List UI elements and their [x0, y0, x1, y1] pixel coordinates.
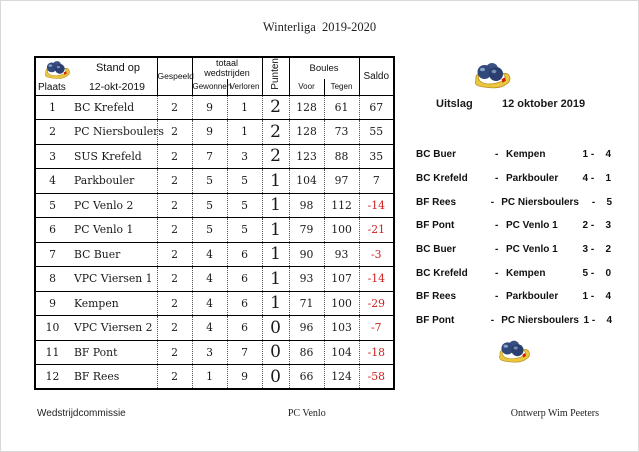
team-cell: BC Buer [74, 247, 121, 261]
gespeeld-cell: 2 [157, 120, 192, 145]
punten-cell: 0 [262, 340, 289, 365]
team-separator: - [490, 315, 495, 327]
gespeeld-cell: 2 [157, 291, 192, 316]
team-separator: - [495, 220, 499, 232]
col-header-verloren: Verloren [227, 79, 262, 96]
score-separator: - [591, 196, 596, 208]
saldo-cell: -58 [359, 365, 394, 390]
punten-cell: 0 [262, 365, 289, 390]
gewonnen-cell: 1 [192, 365, 227, 390]
team-cell: VPC Viersen 2 [74, 321, 153, 335]
away-score: 5 [606, 196, 612, 208]
team-separator: - [495, 149, 499, 161]
verloren-cell: 1 [227, 120, 262, 145]
voor-cell: 66 [289, 365, 324, 390]
list-item [416, 143, 612, 167]
punten-cell: 0 [262, 316, 289, 341]
saldo-cell: -14 [359, 267, 394, 292]
gewonnen-cell: 4 [192, 242, 227, 267]
col-header-gespeeld: Gespeeld [157, 57, 192, 95]
punten-cell: 1 [262, 267, 289, 292]
gespeeld-cell: 2 [157, 193, 192, 218]
voor-cell: 86 [289, 340, 324, 365]
tegen-cell: 100 [324, 291, 359, 316]
home-score: 1 [582, 291, 588, 303]
match-score [579, 315, 612, 326]
tegen-cell: 112 [324, 193, 359, 218]
saldo-cell: 55 [359, 120, 394, 145]
gewonnen-cell: 9 [192, 95, 227, 120]
tegen-cell: 97 [324, 169, 359, 194]
plaats-label: Plaats [38, 81, 66, 93]
away-team: PC Niersboulers [501, 196, 579, 208]
boules-icon [42, 59, 72, 80]
plaats-cell: 8 [49, 272, 56, 286]
results-list [416, 143, 612, 333]
away-team: Parkbouler [506, 291, 559, 303]
verloren-cell: 9 [227, 365, 262, 390]
table-row [35, 365, 394, 390]
gespeeld-cell: 2 [157, 340, 192, 365]
punten-cell: 2 [262, 95, 289, 120]
list-item [416, 190, 612, 214]
saldo-cell: 7 [359, 169, 394, 194]
uitslag-label: Uitslag [436, 98, 473, 110]
col-header-boules: Boules [289, 57, 359, 79]
punten-cell: 1 [262, 193, 289, 218]
tegen-cell: 124 [324, 365, 359, 390]
table-row [35, 316, 394, 341]
away-score: 4 [606, 315, 612, 327]
score-separator: - [590, 149, 595, 161]
results-date: 12 oktober 2019 [502, 98, 586, 110]
page-title: Winterliga 2019-2020 [262, 20, 377, 34]
team-cell: BF Rees [74, 370, 120, 384]
team-cell: Kempen [74, 296, 119, 310]
tegen-cell: 61 [324, 95, 359, 120]
footer-commissie: Wedstrijdcommissie [37, 408, 126, 419]
plaats-cell: 12 [45, 370, 60, 384]
away-score: 2 [605, 244, 611, 256]
home-team: BC Buer [416, 149, 457, 161]
list-item [416, 309, 612, 333]
punten-cell: 1 [262, 242, 289, 267]
gespeeld-cell: 2 [157, 218, 192, 243]
home-team: BF Rees [416, 196, 457, 208]
voor-cell: 104 [289, 169, 324, 194]
tegen-cell: 104 [324, 340, 359, 365]
match-score [578, 291, 612, 302]
team-cell: PC Niersboulers [74, 125, 164, 139]
match-score [578, 173, 612, 184]
home-score: 3 [582, 244, 588, 256]
away-team: Kempen [506, 267, 546, 279]
voor-cell: 79 [289, 218, 324, 243]
gespeeld-cell: 2 [157, 267, 192, 292]
away-score: 4 [605, 149, 611, 161]
table-row [35, 169, 394, 194]
footer-ontwerp: Ontwerp Wim Peeters [510, 408, 599, 419]
score-separator: - [590, 244, 595, 256]
list-item [416, 214, 612, 238]
saldo-cell: -21 [359, 218, 394, 243]
verloren-cell: 5 [227, 218, 262, 243]
table-row [35, 144, 394, 169]
plaats-cell: 10 [45, 321, 60, 335]
table-row [35, 120, 394, 145]
away-team: PC Venlo 1 [506, 244, 558, 256]
tegen-cell: 107 [324, 267, 359, 292]
away-score: 1 [605, 173, 611, 185]
away-team: PC Venlo 1 [506, 220, 558, 232]
col-header-totaal-wedstrijden: totaal wedstrijden [192, 57, 262, 79]
voor-cell: 93 [289, 267, 324, 292]
score-separator: - [590, 220, 595, 232]
team-cell: PC Venlo 1 [74, 223, 134, 237]
plaats-cell: 7 [49, 247, 56, 261]
home-score: 4 [582, 173, 588, 185]
voor-cell: 128 [289, 95, 324, 120]
home-score: 2 [582, 220, 588, 232]
tegen-cell: 93 [324, 242, 359, 267]
home-team: BF Pont [416, 220, 455, 232]
voor-cell: 123 [289, 144, 324, 169]
table-row [35, 267, 394, 292]
col-header-voor: Voor [289, 79, 324, 96]
plaats-cell: 1 [49, 100, 56, 114]
table-row [35, 218, 394, 243]
away-team: Parkbouler [506, 173, 559, 185]
col-header-tegen: Tegen [324, 79, 359, 96]
home-team: BF Rees [416, 291, 457, 303]
voor-cell: 96 [289, 316, 324, 341]
col-header-saldo: Saldo [359, 57, 394, 95]
team-cell: BF Pont [74, 345, 118, 359]
tegen-cell: 100 [324, 218, 359, 243]
match-score [578, 220, 612, 231]
match-score [579, 197, 612, 208]
plaats-cell: 4 [49, 174, 56, 188]
plaats-cell: 9 [49, 296, 56, 310]
table-row [35, 193, 394, 218]
saldo-cell: 35 [359, 144, 394, 169]
tegen-cell: 88 [324, 144, 359, 169]
punten-cell: 1 [262, 291, 289, 316]
list-item [416, 238, 612, 262]
verloren-cell: 5 [227, 169, 262, 194]
table-row [35, 340, 394, 365]
away-score: 4 [605, 291, 611, 303]
gewonnen-cell: 5 [192, 218, 227, 243]
list-item [416, 285, 612, 309]
col-header-gewonnen: Gewonnen [192, 79, 227, 96]
team-cell: SUS Krefeld [74, 149, 142, 163]
voor-cell: 90 [289, 242, 324, 267]
away-score: 0 [605, 267, 611, 279]
plaats-cell: 3 [49, 149, 56, 163]
gespeeld-cell: 2 [157, 365, 192, 390]
table-row [35, 95, 394, 120]
punten-cell: 1 [262, 218, 289, 243]
team-cell: VPC Viersen 1 [74, 272, 153, 286]
verloren-cell: 6 [227, 267, 262, 292]
voor-cell: 98 [289, 193, 324, 218]
team-separator: - [490, 196, 495, 208]
verloren-cell: 1 [227, 95, 262, 120]
team-separator: - [495, 267, 499, 279]
list-item [416, 167, 612, 191]
away-team: Kempen [506, 149, 546, 161]
team-cell: Parkbouler [74, 174, 135, 188]
saldo-cell: 67 [359, 95, 394, 120]
table-row [35, 242, 394, 267]
saldo-cell: -29 [359, 291, 394, 316]
gewonnen-cell: 5 [192, 193, 227, 218]
saldo-cell: -7 [359, 316, 394, 341]
team-cell: PC Venlo 2 [74, 198, 134, 212]
voor-cell: 71 [289, 291, 324, 316]
gewonnen-cell: 5 [192, 169, 227, 194]
standings-header-main [35, 57, 157, 95]
punten-cell: 1 [262, 169, 289, 194]
gewonnen-cell: 7 [192, 144, 227, 169]
match-score [578, 268, 612, 279]
gespeeld-cell: 2 [157, 169, 192, 194]
home-team: BC Krefeld [416, 267, 468, 279]
home-team: BC Krefeld [416, 173, 468, 185]
verloren-cell: 6 [227, 242, 262, 267]
saldo-cell: -3 [359, 242, 394, 267]
team-cell: BC Krefeld [74, 100, 135, 114]
tegen-cell: 73 [324, 120, 359, 145]
score-separator: - [590, 291, 595, 303]
plaats-cell: 11 [45, 345, 60, 359]
team-separator: - [495, 244, 499, 256]
punten-cell: 2 [262, 144, 289, 169]
match-score [578, 149, 612, 160]
results-header [436, 98, 636, 110]
away-score: 3 [605, 220, 611, 232]
boules-icon [495, 338, 533, 364]
verloren-cell: 6 [227, 316, 262, 341]
score-separator: - [591, 315, 596, 327]
plaats-cell: 5 [49, 198, 56, 212]
team-separator: - [495, 291, 499, 303]
footer-club: PC Venlo [287, 408, 326, 419]
home-score: 1 [583, 315, 589, 327]
gewonnen-cell: 4 [192, 291, 227, 316]
match-score [578, 244, 612, 255]
verloren-cell: 6 [227, 291, 262, 316]
gespeeld-cell: 2 [157, 316, 192, 341]
table-row [35, 291, 394, 316]
standings-date: 12-okt-2019 [88, 80, 146, 93]
list-item [416, 261, 612, 285]
home-team: BF Pont [416, 315, 455, 327]
voor-cell: 128 [289, 120, 324, 145]
away-team: PC Niersboulers [501, 315, 579, 327]
plaats-cell: 2 [49, 125, 56, 139]
home-team: BC Buer [416, 244, 457, 256]
boules-icon [471, 60, 513, 90]
saldo-cell: -18 [359, 340, 394, 365]
gespeeld-cell: 2 [157, 95, 192, 120]
gewonnen-cell: 4 [192, 316, 227, 341]
team-separator: - [495, 173, 499, 185]
standings-table [34, 56, 395, 390]
gespeeld-cell: 2 [157, 144, 192, 169]
plaats-cell: 6 [49, 223, 56, 237]
home-score: 5 [582, 267, 588, 279]
tegen-cell: 103 [324, 316, 359, 341]
gewonnen-cell: 9 [192, 120, 227, 145]
gespeeld-cell: 2 [157, 242, 192, 267]
col-header-punten: Punten [262, 57, 289, 95]
saldo-cell: -14 [359, 193, 394, 218]
standings-table-wrap [34, 56, 395, 390]
score-separator: - [590, 267, 595, 279]
gewonnen-cell: 3 [192, 340, 227, 365]
verloren-cell: 3 [227, 144, 262, 169]
home-score: 1 [582, 149, 588, 161]
stand-op-label: Stand op [95, 62, 141, 74]
home-score [579, 197, 589, 208]
score-separator: - [590, 173, 595, 185]
gewonnen-cell: 4 [192, 267, 227, 292]
punten-cell: 2 [262, 120, 289, 145]
verloren-cell: 5 [227, 193, 262, 218]
verloren-cell: 7 [227, 340, 262, 365]
